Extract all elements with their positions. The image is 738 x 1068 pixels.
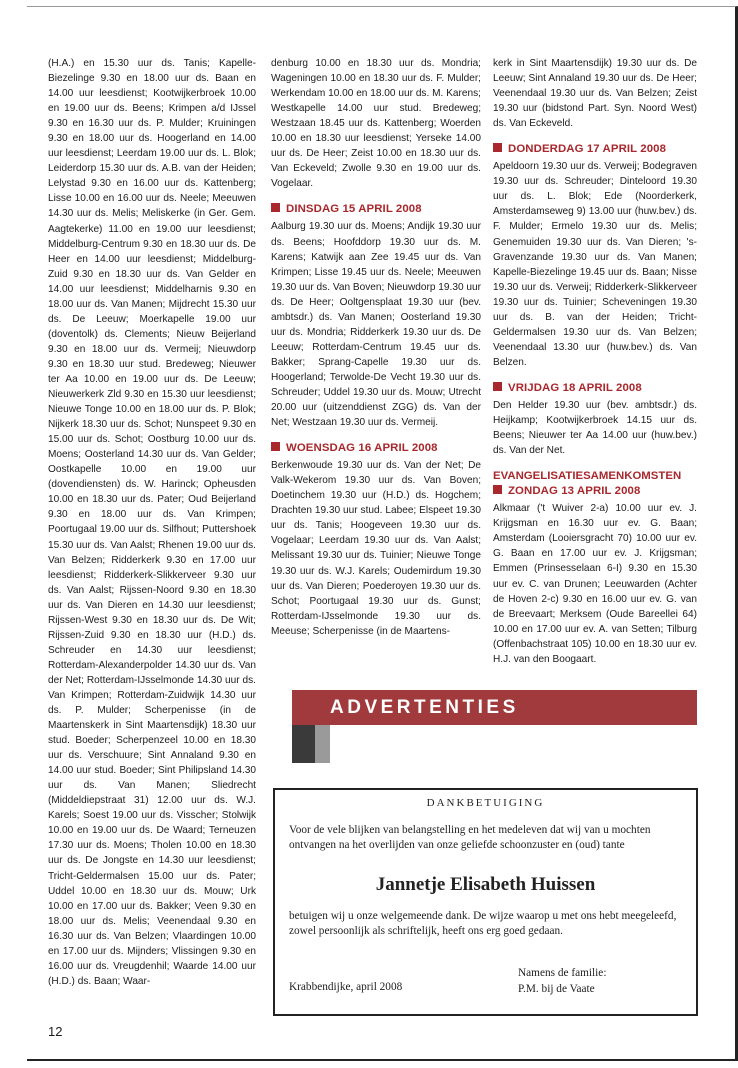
notice-heading: DANKBETUIGING [426, 797, 545, 809]
service-listing-text: Den Helder 19.30 uur (bev. ambtsdr.) ds. Heijkamp; Kootwijkerbroek 14.15 uur ds. Beens; Nieuwer ter Aa 14.00 uur (huw.bev.) ds. Van der Net. [493, 399, 697, 457]
service-listing-text: (H.A.) en 15.30 uur ds. Tanis; Kapelle-Biezelinge 9.30 en 18.00 uur ds. Baan en 14.00 uur leesdienst; Kootwijkerbroek 10.00 en 19.00 uur ds. Beens; Krimpen a/d IJssel 9.30 en 16.30 uur ds. P. Mulder; Kruiningen 9.30 en 18.00 uur ds. Hoogerland en 14.00 uur leesdienst; Leerdam 19.00 uur ds. L. Blok; Leiderdorp 15.30 uur ds. A.B. van der Heiden; Lelystad 9.30 en 16.00 uur ds. Kattenberg; Lisse 10.00 en 16.00 uur ds. Neele; Meeuwen 14.30 uur ds. Melis; Meliskerke (in Ger. Gem. Aagtekerke) 11.00 en 19.00 uur leesdienst; Middelburg-Centrum 9.30 en 18.30 uur ds. De Heer en 14.00 uur leesdienst; Middelburg-Zuid 9.30 en 18.30 uur ds. Van Gelder en 14.00 uur leesdienst; Middelharnis 9.30 en 18.00 uur ds. Van Manen; Mijdrecht 15.30 uur ds. De Leeuw; Moerkapelle 19.00 uur (doventolk) ds. Clements; Nieuw Beijerland 9.30 en 18.00 uur ds. Vermeij; Nieuwdorp 9.30 en 18.30 uur stud. Bredeweg; Nieuwer ter Aa 10.00 en 19.00 uur ds. De Leeuw; Nieuwerkerk Zld 9.30 en 15.30 uur leesdienst; Nieuwe Tonge 10.00 en 18.00 uur ds. P. Blok; Nijkerk 18.30 uur ds. Schot; Nunspeet 9.30 en 15.00 uur ds. Schot; Oostburg 10.00 uur ds. Moens; Oosterland 14.30 uur ds. Van Gelder; Oostkapelle 10.00 en 19.00 uur (dovendiensten) ds. W. Harinck; Opheusden 10.00 en 18.30 uur ds. Pater; Oud Beijerland 9.30 en 18.00 uur ds. Van Krimpen; Poortugaal 19.00 uur ds. Silfhout; Puttershoek 15.30 uur ds. Van Aalst; Rhenen 19.00 uur ds. Van Belzen; Ridderkerk 9.30 en 17.00 uur leesdienst; Ridderkerk-Slikkerveer 9.30 uur ds. Van Aalst; Rijssen-Noord 9.30 en 18.30 uur ds. Van Dieren en 14.30 uur leesdienst; Rijssen-West 9.30 en 18.30 uur ds. De Wit; Rijssen-Zuid 9.30 en 18.30 uur (H.D.) ds. Schreuder en 14.30 uur leesdienst; Rotterdam-Alexanderpolder 14.30 uur ds. Van der Net; Rotterdam-IJsselmonde 14.30 uur ds. Van Krimpen; Rotterdam-Zuidwijk 14.30 uur ds. P. Mulder; Scherpenisse (in de Maartenskerk in Sint Maartensdijk) 18.30 uur stud. Boeder; Scherpenzeel 10.00 en 18.30 uur ds. Verschuure; Sint Annaland 9.30 en 14.00 uur stud. Boeder; Sint Philipsland 14.30 uur ds. Van Manen; Sliedrecht (Middeldiepstraat 31) 12.00 uur ds. W.J. Karels; Soest 19.00 uur ds. Visscher; Stolwijk 10.00 en 19.00 uur ds. De Waard; Terneuzen 17.30 uur ds. Moens; Tholen 10.00 en 18.30 uur ds. De Jongste en 14.30 uur leesdienst; Tricht-Geldermalsen 15.00 uur ds. Pater; Uddel 10.00 en 18.30 uur ds. Mouw; Urk 10.00 en 17.00 uur ds. Bakker; Veen 9.30 en 18.00 uur ds. Melis; Veenendaal 9.30 en 16.30 uur ds. Van Belzen; Vlaardingen 10.00 en 17.00 uur ds. Mijnders; Vlissingen 9.30 en 16.00 uur ds. Vreugdenhil; Waarde 14.00 uur (H.D.) ds. Baan; Waar- [48, 58, 256, 987]
service-listing-text: Aalburg 19.30 uur ds. Moens; Andijk 19.30 uur ds. Beens; Hoofddorp 19.30 uur ds. M. Karens; Katwijk aan Zee 19.45 uur ds. Van Krimpen; Lisse 19.45 uur ds. Neele; Meeuwen 19.30 uur ds. Van Boven; Nieuwdorp 19.30 uur ds. De Heer; Ooltgensplaat 19.30 uur (bev. ambtsdr.) ds. Van Manen; Oosterland 19.30 uur ds. Mondria; Ridderkerk 19.30 uur ds. De Leeuw; Rotterdam-Centrum 19.45 uur ds. Bakker; Sprang-Capelle 19.30 uur ds. Hoogerland; Terwolde-De Vecht 19.30 uur ds. Schreuder; Uddel 19.30 uur ds. Mouw; Utrecht 20.00 uur (uitzenddienst ZGG) ds. Van der Net; Westzaan 19.30 uur ds. Vermeij. [271, 221, 481, 429]
column-1 [48, 56, 256, 989]
square-bullet-icon [493, 143, 502, 152]
advertenties-title: ADVERTENTIES [330, 697, 519, 718]
signature-label: Namens de familie: [518, 967, 607, 979]
service-listing-text: denburg 10.00 en 18.30 uur ds. Mondria; Wageningen 10.00 en 18.30 uur ds. F. Mulder; Werkendam 10.00 en 18.00 uur ds. M. Karens; Westkapelle 14.00 uur stud. Bredeweg; Westzaan 18.45 uur ds. Kattenberg; Woerden 10.00 en 18.30 uur leesdienst; Yerseke 14.00 uur ds. De Heer; Zeist 10.00 en 18.30 uur ds. Van Eckeveld; Zwolle 9.30 en 19.00 uur ds. Vogelaar. [271, 58, 481, 190]
column-3 [493, 56, 697, 667]
notice-intro: Voor de vele blijken van belangstelling en het medeleven dat wij van u mochten ontvangen na het overlijden van onze geliefde schoonzuster en (oud) tante [289, 824, 651, 852]
square-bullet-icon [271, 442, 280, 451]
decorative-square [292, 725, 315, 763]
service-listing-text: Apeldoorn 19.30 uur ds. Verweij; Bodegraven 19.30 uur ds. Schreuder; Dinteloord 19.30 uur ds. L. Blok; Ede (Noorderkerk, Amsterdamseweg 9) 13.00 uur (huw.bev.) ds. F. Mulder; Ermelo 19.30 uur ds. Melis; Genemuiden 19.30 uur ds. Van Dieren; 's-Gravenzande 19.30 uur ds. Van Manen; Kapelle-Biezelinge 19.45 uur ds. Baan; Nisse 19.30 uur ds. Verweij; Ridderkerk-Slikkerveer 19.30 uur ds. Tuinier; Scheveningen 19.30 uur ds. B. van der Heiden; Tricht-Geldermalsen 19.30 uur ds. Van Belzen; Veenendaal 13.30 uur (huw.bev.) ds. Van Belzen. [493, 161, 697, 368]
day-heading-woensdag: WOENSDAG 16 APRIL 2008 [271, 441, 481, 456]
dankbetuiging-notice [273, 788, 698, 1016]
day-heading-vrijdag: VRIJDAG 18 APRIL 2008 [493, 381, 697, 396]
signature-name: P.M. bij de Vaate [518, 982, 595, 995]
deceased-name: Jannetje Elisabeth Huissen [375, 874, 596, 895]
notice-thanks: betuigen wij u onze welgemeende dank. De wijze waarop u met ons hebt meegeleefd, zowel persoonlijk als schriftelijk, heeft ons erg goed gedaan. [289, 910, 677, 938]
service-listing-text: Alkmaar ('t Wuiver 2-a) 10.00 uur ev. J. Krijgsman en 16.30 uur ev. G. Baan; Amsterdam (Looiersgracht 70) 10.00 uur ev. G. Baan en 17.00 uur ev. J. Krijgsman; Emmen (Prinsesselaan 6-I) 9.30 en 15.30 uur ev. C. van Drunen; Leeuwarden (Achter de Hoven 2-c) 9.30 en 16.00 uur ev. G. van de Breevaart; Merksem (Oude Bareellei 64) 10.00 en 17.00 uur ev. A. van Setten; Tilburg (Offenbachstraat 105) 10.00 en 18.30 uur ev. H.J. van den Boogaart. [493, 503, 697, 665]
notice-signature [518, 966, 606, 997]
day-heading-zondag: ZONDAG 13 APRIL 2008 [493, 484, 697, 499]
square-bullet-icon [493, 382, 502, 391]
square-bullet-icon [271, 203, 280, 212]
page-number: 12 [48, 1024, 63, 1039]
notice-place-date: Krabbendijke, april 2008 [289, 981, 403, 993]
square-bullet-icon [493, 485, 502, 494]
service-listing-text: kerk in Sint Maartensdijk) 19.30 uur ds. De Leeuw; Sint Annaland 19.30 uur ds. De Heer; Veenendaal 19.30 uur ds. Van Belzen; Zeist 19.30 uur (bidstond Part. Syn. Noord West) ds. Van Eckeveld. [493, 58, 697, 130]
section-heading-evangelisatie: EVANGELISATIESAMENKOMSTEN [493, 470, 682, 483]
day-heading-donderdag: DONDERDAG 17 APRIL 2008 [493, 142, 697, 157]
service-listing-text: Berkenwoude 19.30 uur ds. Van der Net; De Valk-Wekerom 19.30 uur ds. Van Boven; Doetinchem 19.30 uur (H.D.) ds. Hogchem; Drachten 19.30 uur stud. Labee; Elspeet 19.30 uur ds. Tanis; Hoogeveen 19.30 uur ds. Vogelaar; Leerdam 19.30 uur ds. Van Aalst; Melissant 19.30 uur ds. Tuinier; Nieuwe Tonge 19.30 uur ds. W.J. Karels; Oudemirdum 19.30 uur ds. Van Dieren; Poederoyen 19.30 uur ds. Schot; Poortugaal 19.30 uur ds. Gunst; Rotterdam-IJsselmonde 19.30 uur ds. Meeuse; Scherpenisse (in de Maartens- [271, 460, 481, 637]
day-heading-dinsdag: DINSDAG 15 APRIL 2008 [271, 202, 481, 217]
column-2 [271, 56, 481, 639]
